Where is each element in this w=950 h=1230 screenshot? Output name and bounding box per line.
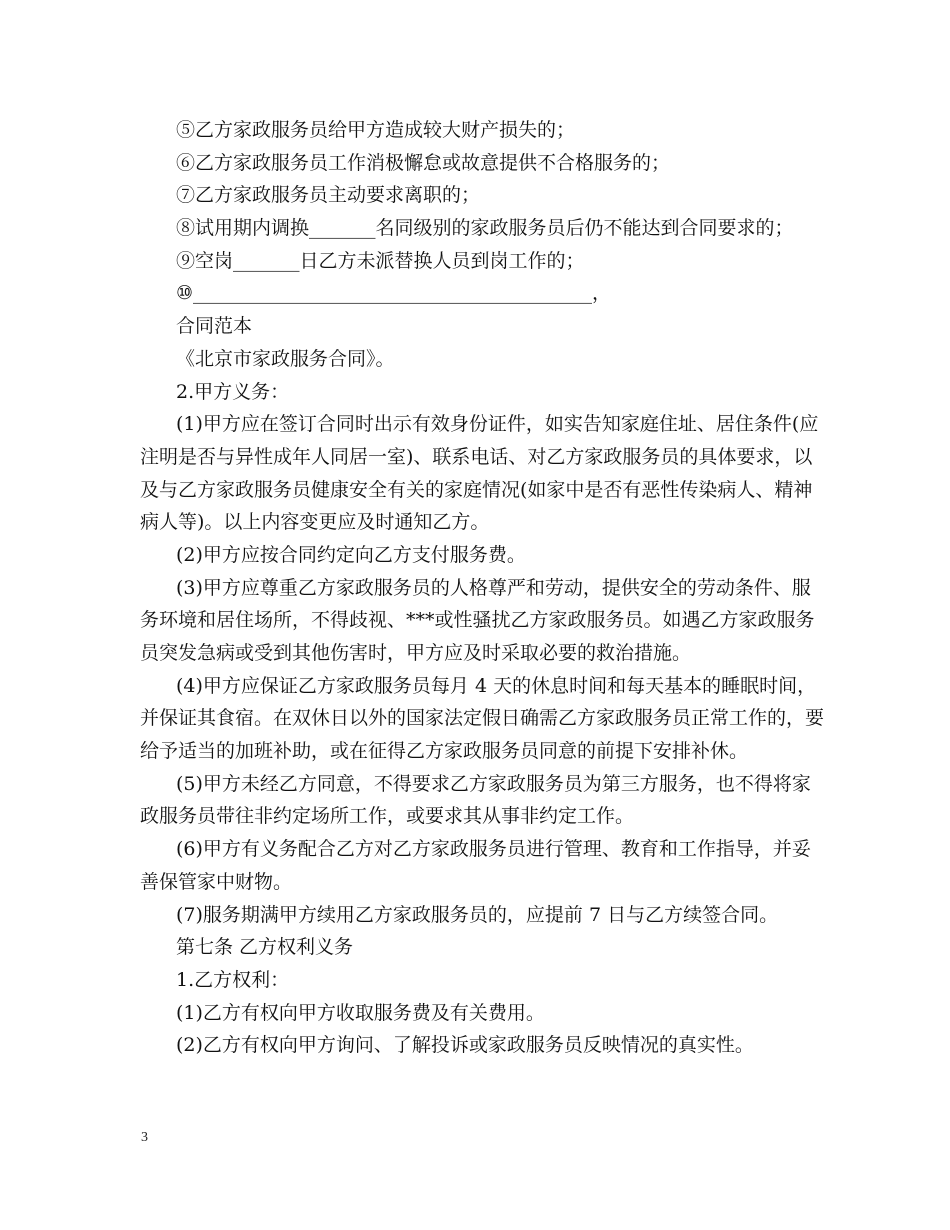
- clause-item-7: ⑦乙方家政服务员主动要求离职的；: [176, 184, 481, 207]
- paragraph-line: 员突发急病或受到其他伤害时，甲方应及时采取必要的救治措施。: [140, 642, 692, 664]
- paragraph-line: 注明是否与异性成年人同居一室)、联系电话、对乙方家政服务员的具体要求，以: [140, 445, 813, 468]
- template-heading: 合同范本: [176, 315, 253, 338]
- contract-title: 《北京市家政服务合同》。: [176, 347, 395, 370]
- paragraph-line: (4)甲方应保证乙方家政服务员每月 4 天的休息时间和每天基本的睡眠时间，: [176, 674, 817, 697]
- paragraph-line: 务环境和居住场所，不得歧视、***或性骚扰乙方家政服务员。如遇乙方家政服务: [140, 609, 815, 632]
- clause-item-9: ⑨空岗_______日乙方未派替换人员到岗工作的；: [176, 249, 585, 272]
- clause-item-8: ⑧试用期内调换_______名同级别的家政服务员后仍不能达到合同要求的；: [176, 217, 794, 240]
- paragraph-line: 并保证其食宿。在双休日以外的国家法定假日确需乙方家政服务员正常工作的，要: [140, 707, 825, 730]
- body-text: [140, 114, 825, 1062]
- paragraph-line: (1)甲方应在签订合同时出示有效身份证件，如实告知家庭住址、居住条件(应: [176, 413, 819, 436]
- paragraph-line: (7)服务期满甲方续用乙方家政服务员的，应提前 7 日与乙方续签合同。: [176, 903, 779, 926]
- paragraph-line: (2)甲方应按合同约定向乙方支付服务费。: [176, 543, 526, 566]
- paragraph-line: 政服务员带往非约定场所工作，或要求其从事非约定工作。: [140, 805, 635, 828]
- section-heading-party-a-duties: 2.甲方义务：: [176, 380, 290, 403]
- clause-item-6: ⑥乙方家政服务员工作消极懈怠或故意提供不合格服务的；: [176, 151, 671, 174]
- paragraph-line: (6)甲方有义务配合乙方对乙方家政服务员进行管理、教育和工作指导，并妥: [176, 838, 811, 861]
- paragraph-line: (2)乙方有权向甲方询问、了解投诉或家政服务员反映情况的真实性。: [176, 1034, 754, 1057]
- page-number: 3: [141, 1130, 148, 1145]
- paragraph-line: 病人等)。以上内容变更应及时通知乙方。: [140, 511, 490, 534]
- paragraph-line: 给予适当的加班补助，或在征得乙方家政服务员同意的前提下安排补休。: [140, 740, 749, 763]
- clause-item-10: ⑩__________________________________________，: [176, 282, 612, 305]
- paragraph-line: (3)甲方应尊重乙方家政服务员的人格尊严和劳动，提供安全的劳动条件、服: [176, 576, 811, 599]
- clause-item-5: ⑤乙方家政服务员给甲方造成较大财产损失的；: [176, 119, 576, 141]
- paragraph-line: 善保管家中财物。: [140, 870, 293, 893]
- article-heading: 第七条 乙方权利义务: [176, 936, 354, 959]
- section-heading-party-b-rights: 1.乙方权利：: [176, 968, 290, 991]
- paragraph-line: (1)乙方有权向甲方收取服务费及有关费用。: [176, 1001, 545, 1024]
- paragraph-line: (5)甲方未经乙方同意，不得要求乙方家政服务员为第三方服务，也不得将家: [176, 772, 811, 795]
- paragraph-line: 及与乙方家政服务员健康安全有关的家庭情况(如家中是否有恶性传染病人、精神: [140, 478, 813, 501]
